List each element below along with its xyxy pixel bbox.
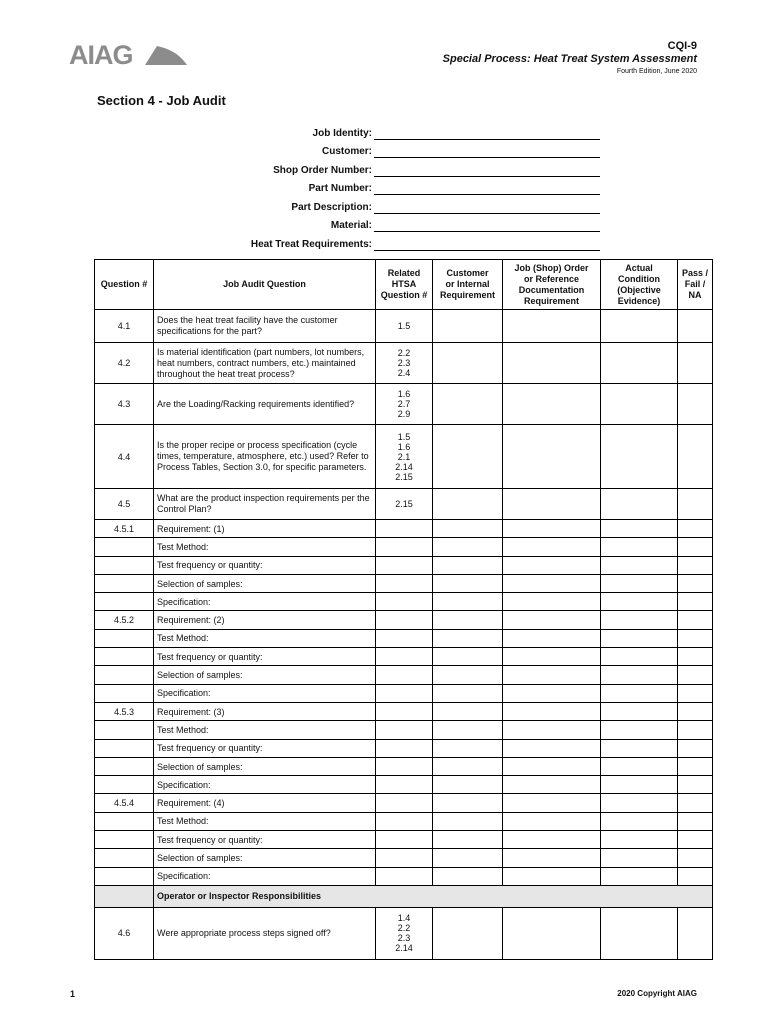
requirement-label: Test frequency or quantity: <box>154 648 376 666</box>
job-order-requirement-cell[interactable] <box>503 384 601 425</box>
requirement-number <box>95 556 154 574</box>
question-text: Does the heat treat facility have the customer specifications for the part? <box>154 310 376 343</box>
pass-fail-cell[interactable] <box>678 702 713 720</box>
line-text: 2.14 <box>395 943 413 954</box>
requirement-number <box>95 684 154 702</box>
actual-condition-cell[interactable] <box>601 721 678 739</box>
pass-fail-cell[interactable] <box>678 648 713 666</box>
actual-condition-cell[interactable] <box>601 343 678 384</box>
requirement-label: Selection of samples: <box>154 757 376 775</box>
customer-requirement-cell[interactable] <box>433 721 503 739</box>
customer-requirement-cell[interactable] <box>433 666 503 684</box>
actual-condition-cell[interactable] <box>601 611 678 629</box>
line-text: Pass / <box>681 268 709 278</box>
logo-swoosh <box>145 46 187 65</box>
line-text: Job (Shop) Order <box>514 262 589 273</box>
line-text: Fail / <box>684 279 706 289</box>
job-order-requirement-cell[interactable] <box>503 794 601 812</box>
pass-fail-cell[interactable] <box>678 739 713 757</box>
actual-condition-cell[interactable] <box>601 684 678 702</box>
requirement-number <box>95 739 154 757</box>
requirement-detail-row <box>95 867 713 885</box>
line-text: 2.2 <box>397 348 411 358</box>
line-text: 2.7 <box>397 399 411 409</box>
pass-fail-cell[interactable] <box>678 666 713 684</box>
requirement-number: 4.5.2 <box>95 611 154 629</box>
actual-condition-cell[interactable] <box>601 593 678 611</box>
header-question-num: Question # <box>95 260 154 310</box>
job-order-requirement-cell[interactable] <box>503 849 601 867</box>
pass-fail-cell[interactable] <box>678 384 713 425</box>
job-order-requirement-cell[interactable] <box>503 520 601 538</box>
line-text: Customer <box>446 268 489 278</box>
header-related-htsa <box>376 260 433 310</box>
job-order-requirement-cell[interactable] <box>503 556 601 574</box>
line-text: 2.1 <box>397 451 411 462</box>
requirement-row <box>95 520 713 538</box>
question-row <box>95 425 713 489</box>
question-row <box>95 310 713 343</box>
requirement-label: Specification: <box>154 867 376 885</box>
job-field-label: Part Description: <box>291 202 372 213</box>
requirement-label: Requirement: (1) <box>154 520 376 538</box>
requirement-number: 4.5.4 <box>95 794 154 812</box>
question-number: 4.2 <box>95 343 154 384</box>
related-htsa-cell[interactable] <box>376 520 433 538</box>
header-job-audit-question: Job Audit Question <box>154 260 376 310</box>
question-number: 4.5 <box>95 489 154 520</box>
requirement-number <box>95 629 154 647</box>
actual-condition-cell[interactable] <box>601 425 678 489</box>
customer-requirement-cell[interactable] <box>433 907 503 959</box>
pass-fail-cell[interactable] <box>678 310 713 343</box>
pass-fail-cell[interactable] <box>678 538 713 556</box>
question-row <box>95 907 713 959</box>
line-text: Condition <box>618 273 660 284</box>
requirement-detail-row <box>95 648 713 666</box>
requirement-number <box>95 666 154 684</box>
customer-requirement-cell[interactable] <box>433 739 503 757</box>
related-htsa-cell[interactable] <box>376 721 433 739</box>
line-text: 2.4 <box>397 368 411 378</box>
table-header-row <box>95 260 713 310</box>
job-field-label: Heat Treat Requirements: <box>250 239 372 250</box>
job-order-requirement-cell[interactable] <box>503 538 601 556</box>
question-number: 4.1 <box>95 310 154 343</box>
pass-fail-cell[interactable] <box>678 629 713 647</box>
requirement-number <box>95 757 154 775</box>
requirement-label: Specification: <box>154 776 376 794</box>
customer-requirement-cell[interactable] <box>433 310 503 343</box>
separator-label: Operator or Inspector Responsibilities <box>154 885 713 907</box>
aiag-logo <box>69 40 189 68</box>
customer-requirement-cell[interactable] <box>433 520 503 538</box>
related-htsa-cell[interactable] <box>376 629 433 647</box>
requirement-label: Requirement: (3) <box>154 702 376 720</box>
related-htsa-cell[interactable] <box>376 684 433 702</box>
customer-requirement-cell[interactable] <box>433 611 503 629</box>
job-field <box>200 181 600 195</box>
job-field-label: Part Number: <box>308 183 372 194</box>
requirement-detail-row <box>95 684 713 702</box>
document-title: Special Process: Heat Treat System Assessment <box>442 53 697 65</box>
related-htsa-cell <box>376 489 433 520</box>
line-text: 2.3 <box>397 358 411 368</box>
job-order-requirement-cell[interactable] <box>503 574 601 592</box>
actual-condition-cell[interactable] <box>601 812 678 830</box>
question-number: 4.3 <box>95 384 154 425</box>
customer-requirement-cell[interactable] <box>433 776 503 794</box>
pass-fail-cell[interactable] <box>678 812 713 830</box>
job-field-label: Material: <box>330 220 372 231</box>
requirement-number <box>95 538 154 556</box>
requirement-label: Test Method: <box>154 538 376 556</box>
customer-requirement-cell[interactable] <box>433 538 503 556</box>
job-order-requirement-cell[interactable] <box>503 757 601 775</box>
pass-fail-cell[interactable] <box>678 611 713 629</box>
job-field <box>200 163 600 177</box>
job-order-requirement-cell[interactable] <box>503 425 601 489</box>
related-htsa-cell[interactable] <box>376 812 433 830</box>
line-text: or Internal <box>445 279 490 289</box>
line-text: 2.2 <box>397 923 411 934</box>
line-text: 1.5 <box>397 431 411 442</box>
related-htsa-cell[interactable] <box>376 849 433 867</box>
requirement-detail-row <box>95 776 713 794</box>
customer-requirement-cell[interactable] <box>433 812 503 830</box>
requirement-detail-row <box>95 849 713 867</box>
job-field-label: Shop Order Number: <box>273 165 372 176</box>
requirement-label: Test Method: <box>154 812 376 830</box>
line-text: 2.15 <box>395 499 413 509</box>
job-field <box>200 237 600 251</box>
actual-condition-cell[interactable] <box>601 556 678 574</box>
header-actual-condition <box>601 260 678 310</box>
line-text: Documentation <box>518 284 585 295</box>
pass-fail-cell[interactable] <box>678 831 713 849</box>
actual-condition-cell[interactable] <box>601 757 678 775</box>
job-order-requirement-cell[interactable] <box>503 629 601 647</box>
requirement-number <box>95 831 154 849</box>
pass-fail-cell[interactable] <box>678 849 713 867</box>
actual-condition-cell[interactable] <box>601 849 678 867</box>
requirement-label: Selection of samples: <box>154 574 376 592</box>
related-htsa-cell <box>376 384 433 425</box>
related-htsa-cell[interactable] <box>376 648 433 666</box>
requirement-number <box>95 721 154 739</box>
related-htsa-cell <box>376 343 433 384</box>
pass-fail-cell[interactable] <box>678 343 713 384</box>
requirement-detail-row <box>95 593 713 611</box>
job-order-requirement-cell[interactable] <box>503 831 601 849</box>
actual-condition-cell[interactable] <box>601 666 678 684</box>
question-text: Were appropriate process steps signed off? <box>154 907 376 959</box>
requirement-number <box>95 849 154 867</box>
related-htsa-cell[interactable] <box>376 794 433 812</box>
header-job-order-requirement <box>503 260 601 310</box>
related-htsa-cell[interactable] <box>376 776 433 794</box>
line-text: Actual <box>625 262 653 273</box>
line-text: 1.4 <box>397 913 411 924</box>
requirement-row <box>95 794 713 812</box>
question-text: Is the proper recipe or process specification (cycle times, temperature, atmosphere, etc.) used? Refer to Process Tables, Section 3.0, for specific parameters. <box>154 425 376 489</box>
requirement-number <box>95 812 154 830</box>
question-text: Is material identification (part numbers, lot numbers, heat numbers, contract numbers, etc.) maintained throughout the heat treat process? <box>154 343 376 384</box>
job-order-requirement-cell[interactable] <box>503 648 601 666</box>
question-row <box>95 489 713 520</box>
line-text: 2.3 <box>397 933 411 944</box>
job-field <box>200 144 600 158</box>
related-htsa-cell[interactable] <box>376 574 433 592</box>
pass-fail-cell[interactable] <box>678 867 713 885</box>
line-text: 2.9 <box>397 409 411 419</box>
related-htsa-cell[interactable] <box>376 702 433 720</box>
job-order-requirement-cell[interactable] <box>503 907 601 959</box>
requirement-label: Test Method: <box>154 721 376 739</box>
job-order-requirement-cell[interactable] <box>503 684 601 702</box>
line-text: NA <box>688 290 702 300</box>
related-htsa-cell[interactable] <box>376 739 433 757</box>
actual-condition-cell[interactable] <box>601 310 678 343</box>
customer-requirement-cell[interactable] <box>433 867 503 885</box>
actual-condition-cell[interactable] <box>601 831 678 849</box>
line-text: 1.5 <box>397 321 411 331</box>
customer-requirement-cell[interactable] <box>433 343 503 384</box>
question-row <box>95 343 713 384</box>
pass-fail-cell[interactable] <box>678 489 713 520</box>
requirement-label: Test frequency or quantity: <box>154 831 376 849</box>
actual-condition-cell[interactable] <box>601 776 678 794</box>
job-order-requirement-cell[interactable] <box>503 611 601 629</box>
related-htsa-cell[interactable] <box>376 611 433 629</box>
line-text: 2.15 <box>395 471 413 482</box>
header-customer-requirement <box>433 260 503 310</box>
requirement-number <box>95 867 154 885</box>
related-htsa-cell[interactable] <box>376 757 433 775</box>
customer-requirement-cell[interactable] <box>433 757 503 775</box>
customer-requirement-cell[interactable] <box>433 702 503 720</box>
actual-condition-cell[interactable] <box>601 489 678 520</box>
line-text: Requirement <box>439 290 495 300</box>
requirement-row <box>95 702 713 720</box>
requirement-detail-row <box>95 538 713 556</box>
question-row <box>95 384 713 425</box>
customer-requirement-cell[interactable] <box>433 593 503 611</box>
actual-condition-cell[interactable] <box>601 384 678 425</box>
actual-condition-cell[interactable] <box>601 702 678 720</box>
requirement-detail-row <box>95 629 713 647</box>
job-field <box>200 200 600 214</box>
actual-condition-cell[interactable] <box>601 739 678 757</box>
requirement-label: Test frequency or quantity: <box>154 556 376 574</box>
job-field-input-line[interactable] <box>374 157 600 158</box>
requirement-detail-row <box>95 831 713 849</box>
requirement-label: Requirement: (4) <box>154 794 376 812</box>
requirement-detail-row <box>95 556 713 574</box>
requirement-label: Selection of samples: <box>154 849 376 867</box>
job-audit-table <box>94 259 713 960</box>
customer-requirement-cell[interactable] <box>433 831 503 849</box>
pass-fail-cell[interactable] <box>678 520 713 538</box>
related-htsa-cell <box>376 425 433 489</box>
related-htsa-cell[interactable] <box>376 666 433 684</box>
job-field-input-line[interactable] <box>374 213 600 214</box>
requirement-detail-row <box>95 574 713 592</box>
section-title: Section 4 - Job Audit <box>97 93 226 108</box>
related-htsa-cell <box>376 310 433 343</box>
pass-fail-cell[interactable] <box>678 684 713 702</box>
requirement-detail-row <box>95 739 713 757</box>
actual-condition-cell[interactable] <box>601 907 678 959</box>
requirement-row <box>95 611 713 629</box>
line-text: (Objective <box>617 284 661 295</box>
job-order-requirement-cell[interactable] <box>503 343 601 384</box>
customer-requirement-cell[interactable] <box>433 384 503 425</box>
requirement-detail-row <box>95 721 713 739</box>
requirement-label: Selection of samples: <box>154 666 376 684</box>
related-htsa-cell[interactable] <box>376 831 433 849</box>
requirement-detail-row <box>95 666 713 684</box>
requirement-label: Test Method: <box>154 629 376 647</box>
job-order-requirement-cell[interactable] <box>503 812 601 830</box>
pass-fail-cell[interactable] <box>678 794 713 812</box>
job-order-requirement-cell[interactable] <box>503 666 601 684</box>
question-number: 4.4 <box>95 425 154 489</box>
actual-condition-cell[interactable] <box>601 574 678 592</box>
header-pass-fail <box>678 260 713 310</box>
job-order-requirement-cell[interactable] <box>503 867 601 885</box>
job-field-label: Job Identity: <box>312 128 372 139</box>
requirement-number <box>95 574 154 592</box>
customer-requirement-cell[interactable] <box>433 849 503 867</box>
job-order-requirement-cell[interactable] <box>503 593 601 611</box>
requirement-label: Specification: <box>154 684 376 702</box>
question-text: What are the product inspection requirements per the Control Plan? <box>154 489 376 520</box>
pass-fail-cell[interactable] <box>678 574 713 592</box>
pass-fail-cell[interactable] <box>678 776 713 794</box>
job-order-requirement-cell[interactable] <box>503 702 601 720</box>
customer-requirement-cell[interactable] <box>433 794 503 812</box>
copyright: 2020 Copyright AIAG <box>617 989 697 998</box>
job-order-requirement-cell[interactable] <box>503 721 601 739</box>
document-code: CQI-9 <box>667 40 697 52</box>
pass-fail-cell[interactable] <box>678 556 713 574</box>
job-field-label: Customer: <box>321 146 372 157</box>
actual-condition-cell[interactable] <box>601 538 678 556</box>
requirement-number: 4.5.1 <box>95 520 154 538</box>
job-field-input-line[interactable] <box>374 231 600 232</box>
job-field-input-line[interactable] <box>374 176 600 177</box>
customer-requirement-cell[interactable] <box>433 684 503 702</box>
job-field <box>200 126 600 140</box>
line-text: Related <box>387 268 421 278</box>
page-number: 1 <box>70 989 76 999</box>
job-field-input-line[interactable] <box>374 250 600 251</box>
job-order-requirement-cell[interactable] <box>503 776 601 794</box>
requirement-number <box>95 593 154 611</box>
job-field-input-line[interactable] <box>374 194 600 195</box>
pass-fail-cell[interactable] <box>678 425 713 489</box>
line-text: or Reference <box>523 273 580 284</box>
related-htsa-cell[interactable] <box>376 867 433 885</box>
job-field-input-line[interactable] <box>374 139 600 140</box>
pass-fail-cell[interactable] <box>678 721 713 739</box>
logo-text: AIAG <box>69 40 133 68</box>
customer-requirement-cell[interactable] <box>433 556 503 574</box>
actual-condition-cell[interactable] <box>601 794 678 812</box>
requirement-number <box>95 648 154 666</box>
line-text: 2.14 <box>395 461 413 472</box>
related-htsa-cell[interactable] <box>376 593 433 611</box>
actual-condition-cell[interactable] <box>601 629 678 647</box>
requirement-label: Test frequency or quantity: <box>154 739 376 757</box>
actual-condition-cell[interactable] <box>601 867 678 885</box>
actual-condition-cell[interactable] <box>601 648 678 666</box>
related-htsa-cell <box>376 907 433 959</box>
customer-requirement-cell[interactable] <box>433 425 503 489</box>
job-order-requirement-cell[interactable] <box>503 739 601 757</box>
customer-requirement-cell[interactable] <box>433 574 503 592</box>
pass-fail-cell[interactable] <box>678 593 713 611</box>
customer-requirement-cell[interactable] <box>433 629 503 647</box>
requirement-label: Requirement: (2) <box>154 611 376 629</box>
customer-requirement-cell[interactable] <box>433 489 503 520</box>
line-text: Question # <box>380 290 428 300</box>
pass-fail-cell[interactable] <box>678 907 713 959</box>
requirement-detail-row <box>95 757 713 775</box>
line-text: 1.6 <box>397 441 411 452</box>
actual-condition-cell[interactable] <box>601 520 678 538</box>
line-text: Evidence) <box>617 295 661 306</box>
requirement-number <box>95 776 154 794</box>
related-htsa-cell[interactable] <box>376 556 433 574</box>
line-text: Requirement <box>523 295 579 306</box>
edition-date: Fourth Edition, June 2020 <box>616 68 697 75</box>
section-separator-row <box>95 885 713 907</box>
line-text: HTSA <box>391 279 417 289</box>
job-order-requirement-cell[interactable] <box>503 489 601 520</box>
question-number: 4.6 <box>95 907 154 959</box>
pass-fail-cell[interactable] <box>678 757 713 775</box>
related-htsa-cell[interactable] <box>376 538 433 556</box>
line-text: 1.6 <box>397 389 411 399</box>
job-field <box>200 218 600 232</box>
customer-requirement-cell[interactable] <box>433 648 503 666</box>
requirement-number: 4.5.3 <box>95 702 154 720</box>
separator-blank <box>95 885 154 907</box>
job-order-requirement-cell[interactable] <box>503 310 601 343</box>
question-text: Are the Loading/Racking requirements identified? <box>154 384 376 425</box>
requirement-detail-row <box>95 812 713 830</box>
requirement-label: Specification: <box>154 593 376 611</box>
